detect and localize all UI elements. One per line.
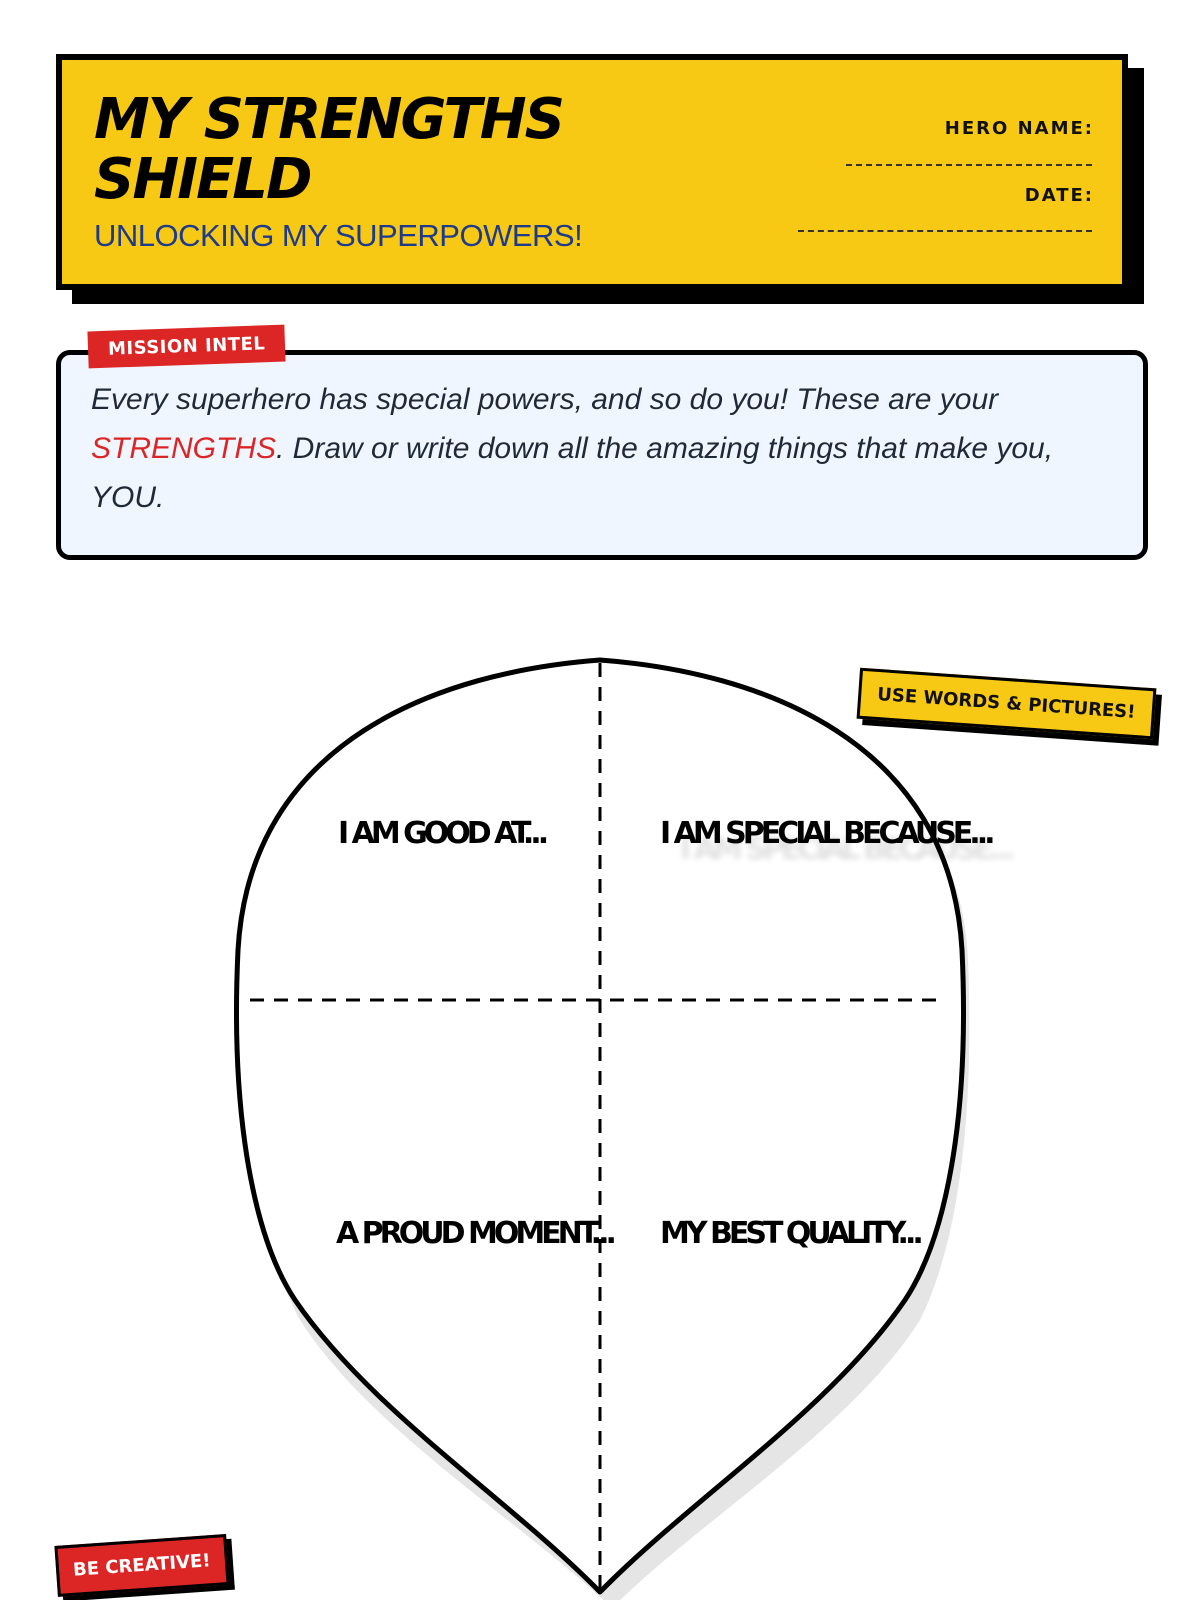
page-title: MY STRENGTHS SHIELD bbox=[94, 87, 563, 212]
intel-text-start: Every superhero has special powers, and so do you! These are your bbox=[91, 383, 999, 416]
intel-highlight: STRENGTHS bbox=[91, 432, 277, 465]
page-subtitle: UNLOCKING MY SUPERPOWERS! bbox=[94, 218, 583, 253]
quadrant-label-best-quality: MY BEST QUALITY... bbox=[660, 1216, 920, 1251]
intel-text-end: . Draw or write down all the amazing things that make you, YOU. bbox=[91, 432, 1054, 514]
quadrant-label-proud-moment: A PROUD MOMENT... bbox=[336, 1216, 613, 1251]
be-creative-sticker: BE CREATIVE! bbox=[54, 1534, 229, 1597]
tip-sticker: USE WORDS & PICTURES! bbox=[857, 668, 1156, 740]
hero-name-label: HERO NAME: bbox=[944, 118, 1094, 139]
quadrant-label-special-because: I AM SPECIAL BECAUSE... bbox=[660, 816, 992, 851]
quadrant-label-good-at: I AM GOOD AT... bbox=[338, 816, 546, 851]
date-label: DATE: bbox=[1024, 185, 1094, 206]
mission-intel-tag: MISSION INTEL bbox=[87, 325, 286, 369]
